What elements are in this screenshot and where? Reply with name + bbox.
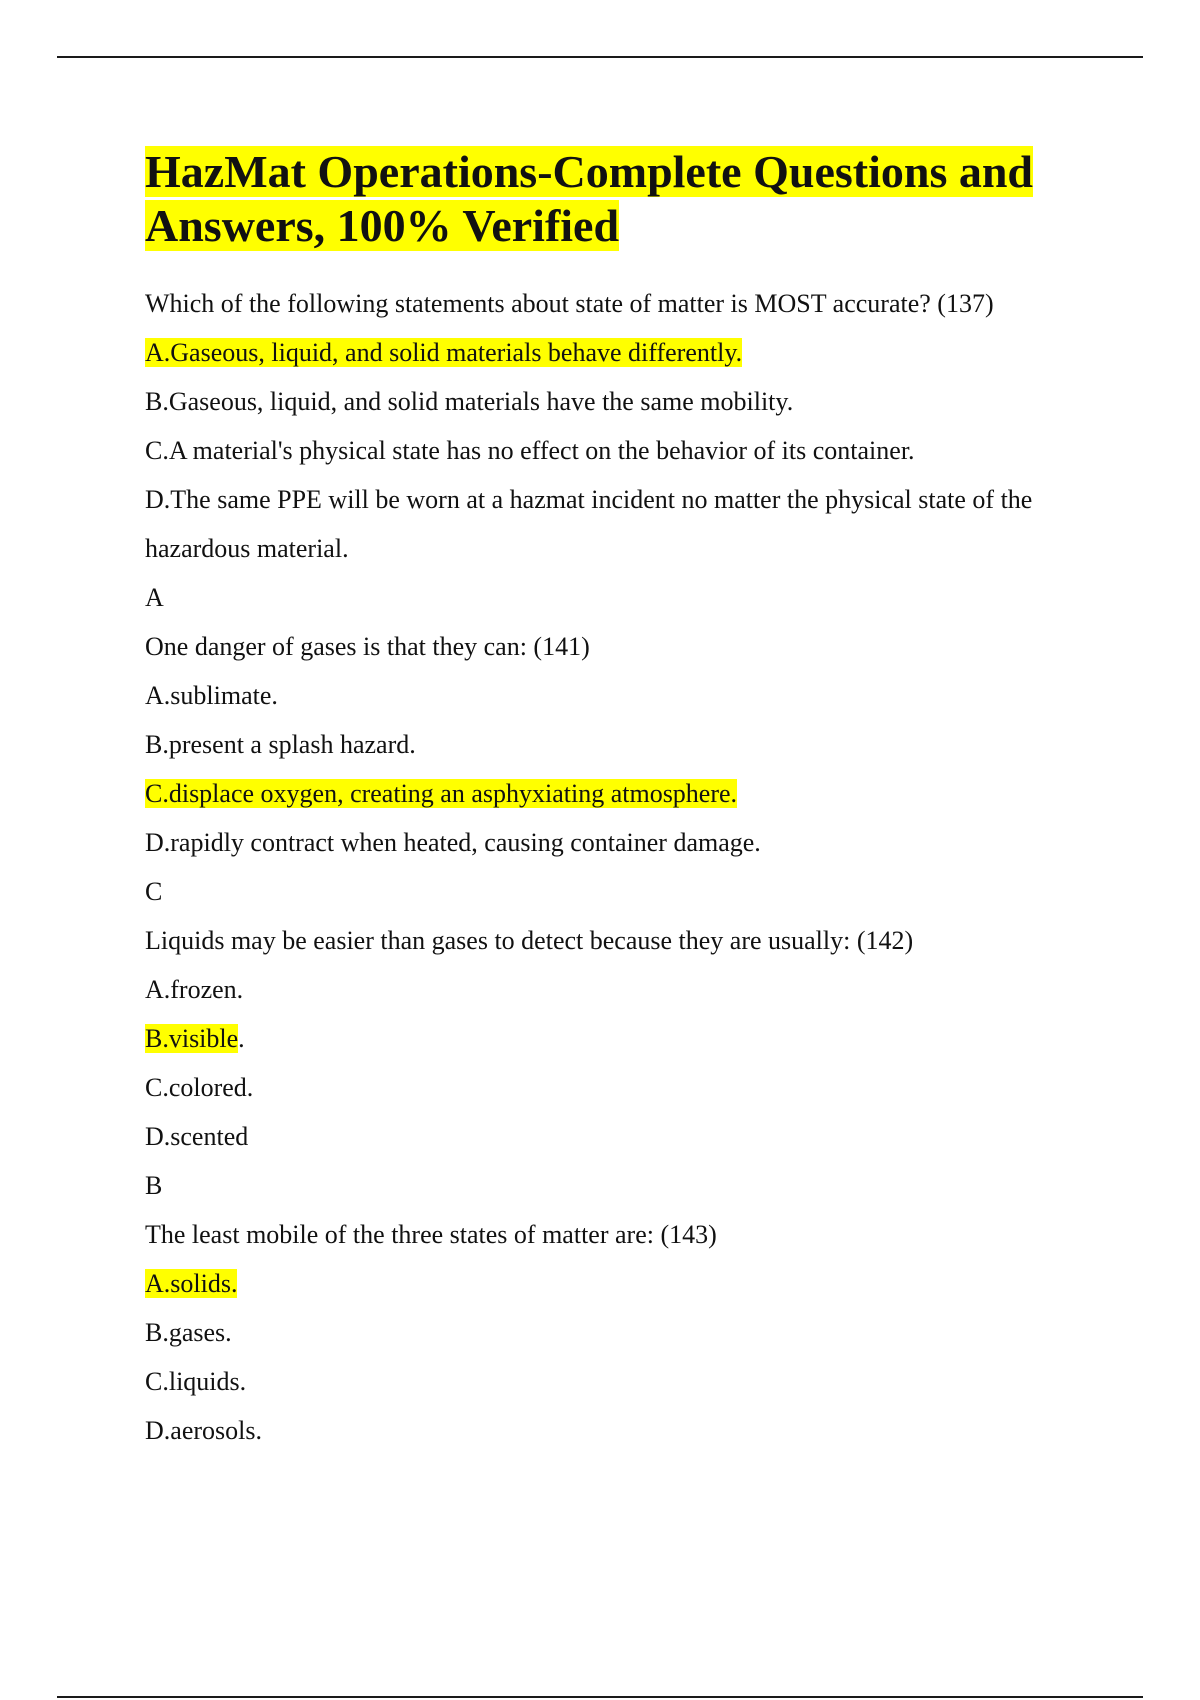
bottom-rule — [57, 1696, 1143, 1698]
document-body — [145, 145, 1085, 1455]
answer-option-text: D.aerosols. — [145, 1416, 262, 1445]
highlighted-answer-text: C.displace oxygen, creating an asphyxiating atmosphere. — [145, 779, 738, 808]
question-block — [145, 1210, 1085, 1455]
answer-option-text: B.gases. — [145, 1318, 232, 1347]
answer-option — [145, 426, 1085, 475]
answer-option — [145, 475, 1085, 573]
answer-option-text: C.A material's physical state has no effect on the behavior of its container. — [145, 436, 915, 465]
question-text: The least mobile of the three states of matter are: (143) — [145, 1220, 717, 1249]
answer-option-text: D.rapidly contract when heated, causing container damage. — [145, 828, 761, 857]
question-text: Which of the following statements about state of matter is MOST accurate? (137) — [145, 289, 994, 318]
answer-option-text: C.colored. — [145, 1073, 254, 1102]
answer-option — [145, 671, 1085, 720]
question-block — [145, 622, 1085, 916]
answer-option — [145, 1112, 1085, 1161]
highlighted-answer-text: B.visible — [145, 1024, 239, 1053]
document-title — [145, 145, 1085, 253]
question-list — [145, 279, 1085, 1455]
answer-option — [145, 1259, 1085, 1308]
answer-option — [145, 769, 1085, 818]
question-block — [145, 279, 1085, 622]
document-title-text: HazMat Operations-Complete Questions and Answers, 100% Verified — [145, 146, 1034, 251]
answer-key: C — [145, 877, 163, 906]
answer-option-text: C.liquids. — [145, 1367, 247, 1396]
answer-option — [145, 720, 1085, 769]
answer-option-text: D.scented — [145, 1122, 249, 1151]
highlighted-answer-text: A.solids. — [145, 1269, 238, 1298]
answer-option — [145, 965, 1085, 1014]
answer-option-text: A.sublimate. — [145, 681, 278, 710]
answer-option — [145, 1357, 1085, 1406]
answer-option-text: B.Gaseous, liquid, and solid materials have the same mobility. — [145, 387, 794, 416]
highlighted-answer-text: A.Gaseous, liquid, and solid materials behave differently. — [145, 338, 743, 367]
answer-option — [145, 818, 1085, 867]
top-rule — [57, 56, 1143, 58]
answer-option — [145, 377, 1085, 426]
answer-option-suffix: . — [238, 1024, 245, 1053]
question-text: One danger of gases is that they can: (141) — [145, 632, 590, 661]
answer-option — [145, 1063, 1085, 1112]
answer-option-text: B.present a splash hazard. — [145, 730, 416, 759]
question-text: Liquids may be easier than gases to detect because they are usually: (142) — [145, 926, 914, 955]
answer-option — [145, 1308, 1085, 1357]
answer-option — [145, 1406, 1085, 1455]
answer-key: A — [145, 583, 164, 612]
answer-key: B — [145, 1171, 163, 1200]
answer-option-text: A.frozen. — [145, 975, 244, 1004]
question-block — [145, 916, 1085, 1210]
answer-option — [145, 328, 1085, 377]
answer-option — [145, 1014, 1085, 1063]
answer-option-text: D.The same PPE will be worn at a hazmat incident no matter the physical state of the hazardous material. — [145, 485, 1033, 563]
